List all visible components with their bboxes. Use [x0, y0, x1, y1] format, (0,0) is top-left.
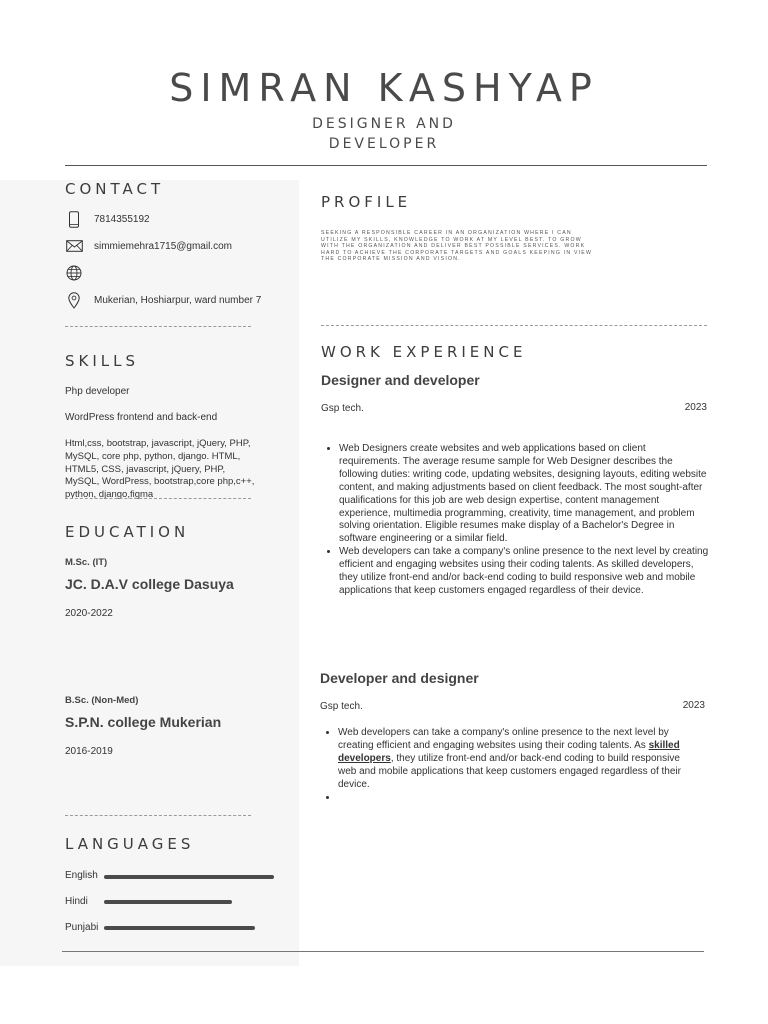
education-heading: EDUCATION — [65, 523, 190, 541]
degree-label: B.Sc. (Non-Med) — [65, 695, 139, 706]
skill-item: Html,css, bootstrap, javascript, jQuery, PHP, MySQL, core php, python, django. HTML, HTML5, CSS, javascript, jQuery, PHP, MySQL, WordPress, bootstrap,core php,c++, python, django,figma — [65, 438, 255, 501]
list-item — [338, 727, 700, 792]
globe-icon — [65, 264, 83, 282]
job-title: Developer and designer — [320, 670, 479, 686]
footer-divider — [62, 951, 704, 952]
education-years: 2020-2022 — [65, 608, 113, 619]
degree-label: M.Sc. (IT) — [65, 557, 108, 568]
language-name: Hindi — [65, 896, 88, 907]
list-item — [338, 792, 700, 805]
language-level-bar — [104, 926, 255, 930]
address-text: Mukerian, Hoshiarpur, ward number 7 — [94, 294, 262, 306]
contact-email — [65, 237, 232, 255]
skills-divider — [65, 498, 251, 499]
skill-item: Php developer — [65, 386, 130, 397]
school-name: JC. D.A.V college Dasuya — [65, 576, 234, 592]
profile-divider — [321, 325, 707, 326]
skilled-developers-link[interactable]: skilled developers — [338, 739, 680, 764]
email-text[interactable]: simmiemehra1715@gmail.com — [94, 240, 232, 252]
bullet-text: , they utilize front-end and/or back-end coding to build responsive web and mobile applications that keep customers engaged regardless of their device. — [338, 752, 681, 790]
subtitle-line-1: DESIGNER AND — [312, 116, 456, 132]
skills-heading: SKILLS — [65, 352, 140, 370]
language-name: Punjabi — [65, 922, 99, 933]
phone-icon — [65, 210, 83, 228]
education-years: 2016-2019 — [65, 746, 113, 757]
subtitle-line-2: DEVELOPER — [328, 136, 440, 152]
job-year: 2023 — [682, 700, 705, 711]
job-year: 2023 — [684, 402, 707, 413]
company-name: Gsp tech. — [320, 701, 363, 712]
languages-heading: LANGUAGES — [65, 835, 195, 853]
work-heading: WORK EXPERIENCE — [321, 343, 527, 361]
language-name: English — [65, 870, 98, 881]
school-name: S.P.N. college Mukerian — [65, 714, 222, 730]
profile-heading: PROFILE — [321, 193, 412, 211]
contact-address — [65, 291, 261, 309]
language-level-bar — [104, 900, 232, 904]
job-title: Designer and developer — [321, 372, 480, 388]
contact-divider — [65, 326, 251, 327]
resume-subtitle — [0, 114, 768, 154]
profile-text: SEEKING A RESPONSIBLE CAREER IN AN ORGANIZATION WHERE I CAN UTILIZE MY SKILLS, KNOWLEDGE TO WORK AT MY LEVEL BEST. TO GROW WITH THE ORGANIZATION AND DELIVER BEST POSSIBLE SERVICES. WORK HARD TO ACHIEVE THE CORPORATE TARGETS AND GOALS KEEPING IN VIEW THE CORPORATE MISSION AND VISION. — [321, 230, 593, 263]
location-pin-icon — [65, 291, 83, 309]
language-level-bar — [104, 875, 274, 879]
mail-icon — [65, 237, 83, 255]
company-name: Gsp tech. — [321, 403, 364, 414]
job-duties-list — [321, 443, 709, 598]
list-item: • Web Designers create websites and web applications based on client requirements. The average resume sample for Web Designer describes the following duties: writing code, updating websites, designing layouts, editing website content, and making adjustments based on client feedback. The most sought-after qualifications for this job are web design expertise, content management experience, multimedia programming, creativity, time management, and problem solving orientation. Eligible resumes make display of a Bachelor's Degree in software engineering or a similar field. — [339, 443, 709, 546]
phone-text: 7814355192 — [94, 213, 150, 225]
contact-phone — [65, 210, 150, 228]
contact-heading: CONTACT — [65, 180, 165, 198]
bullet-text: Web developers can take a company's online presence to the next level by creating efficient and engaging websites using their coding talents. As — [338, 727, 669, 751]
resume-name: SIMRAN KASHYAP — [169, 66, 599, 110]
education-divider — [65, 815, 251, 816]
contact-website — [65, 264, 94, 282]
skill-item: WordPress frontend and back-end — [65, 412, 218, 423]
list-item: • Web developers can take a company's online presence to the next level by creating efficient and engaging websites using their coding talents. As skilled developers, they utilize front-end and/or back-end coding to build responsive web and mobile applications that keep customers engaged regardless of their device. — [339, 546, 709, 598]
job-duties-list — [320, 727, 700, 804]
header-divider — [65, 165, 707, 166]
